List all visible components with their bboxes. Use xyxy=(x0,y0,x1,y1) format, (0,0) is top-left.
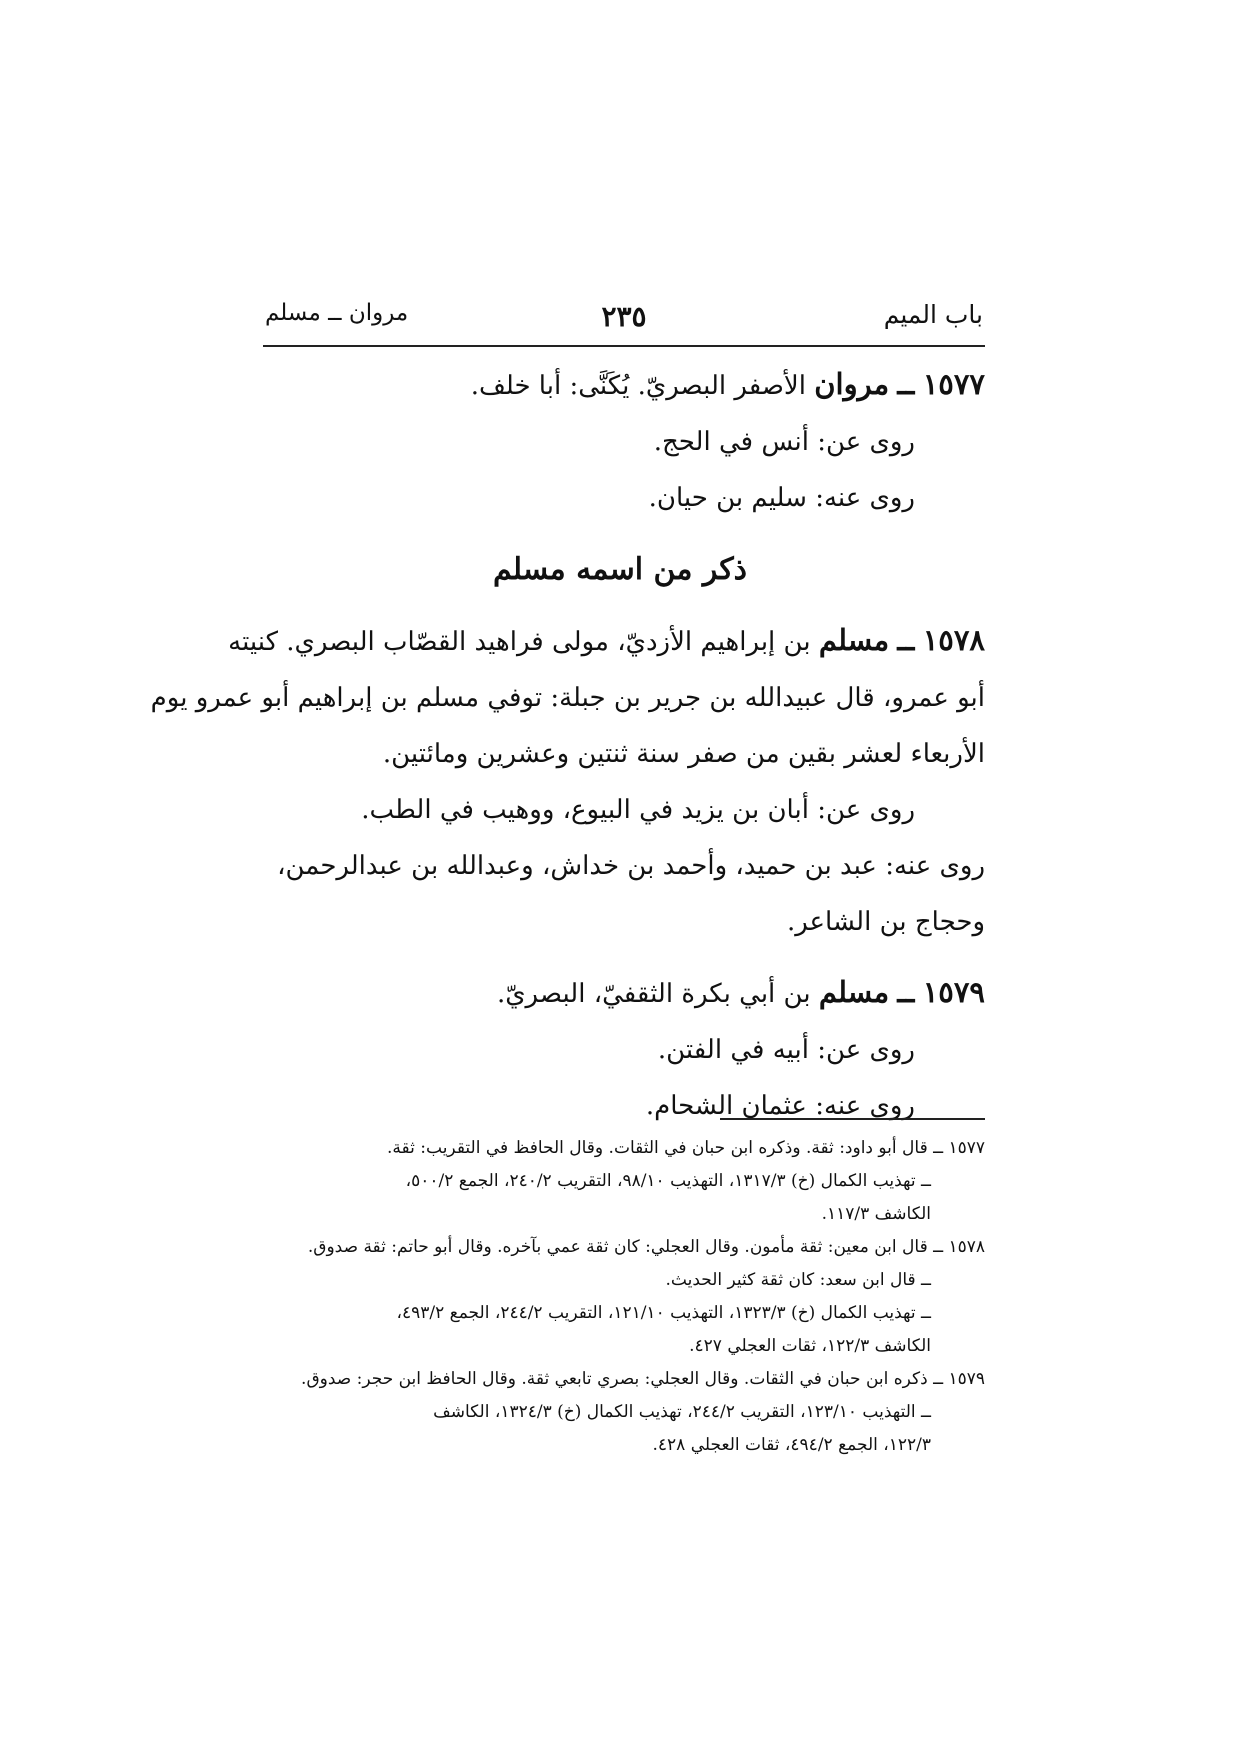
entry-1578-line-2: أبو عمرو، قال عبيدالله بن جرير بن جبلة: توفي مسلم بن إبراهيم أبو عمرو يوم xyxy=(150,683,985,713)
footnote-1579-line-2: ــ التهذيب ١٢٣/١٠، التقريب ٢٤٤/٢، تهذيب الكمال (خ) ١٣٢٤/٣، الكاشف xyxy=(433,1402,931,1422)
entry-number: ١٥٧٩ xyxy=(922,975,985,1009)
footnote-1579-line-1: ١٥٧٩ ــ ذكره ابن حبان في الثقات. وقال العجلي: بصري تابعي ثقة. وقال الحافظ ابن حجر: صدوق. xyxy=(301,1369,985,1389)
entry-name: مسلم xyxy=(818,623,890,657)
entry-1577-narrated-from: روى عن: أنس في الحج. xyxy=(653,427,915,457)
header-rule xyxy=(263,345,985,347)
running-head xyxy=(265,300,983,340)
footnote-rule xyxy=(720,1118,985,1120)
footnote-1577-line-1: ١٥٧٧ ــ قال أبو داود: ثقة. وذكره ابن حبان في الثقات. وقال الحافظ في التقريب: ثقة. xyxy=(387,1138,985,1158)
entry-rest: بن أبي بكرة الثقفيّ، البصريّ. xyxy=(496,979,811,1009)
chapter-title: باب الميم xyxy=(883,300,983,329)
entry-1579-narrated-by: روى عنه: عثمان الشحام. xyxy=(645,1091,915,1121)
entry-1578-narrated-by-1: روى عنه: عبد بن حميد، وأحمد بن خداش، وعبدالله بن عبدالرحمن، xyxy=(277,851,985,881)
entry-name: مسلم xyxy=(818,975,890,1009)
entry-1577-narrated-by: روى عنه: سليم بن حيان. xyxy=(648,483,915,513)
section-title: ذكر من اسمه مسلم xyxy=(492,552,748,587)
footnote-1577-line-3: الكاشف ١١٧/٣. xyxy=(821,1204,931,1224)
entry-name: مروان xyxy=(814,367,890,401)
footnote-1579-line-3: ١٢٢/٣، الجمع ٤٩٤/٢، ثقات العجلي ٤٢٨. xyxy=(652,1435,931,1455)
entry-1579-heading xyxy=(255,968,985,1018)
entry-1578-heading xyxy=(228,616,985,666)
main-text xyxy=(150,360,985,1138)
entry-1578-narrated-from: روى عن: أبان بن يزيد في البيوع، ووهيب في الطب. xyxy=(361,795,915,825)
section-range: مروان ــ مسلم xyxy=(265,300,409,326)
footnote-1578-line-1: ١٥٧٨ ــ قال ابن معين: ثقة مأمون. وقال العجلي: كان ثقة عمي بآخره. وقال أبو حاتم: ثقة صدوق. xyxy=(307,1237,985,1257)
entry-number: ١٥٧٧ xyxy=(922,367,985,401)
footnote-1577-line-2: ــ تهذيب الكمال (خ) ١٣١٧/٣، التهذيب ٩٨/١٠، التقريب ٢٤٠/٢، الجمع ٥٠٠/٢، xyxy=(405,1171,931,1191)
entry-1577-heading xyxy=(255,360,985,410)
footnotes xyxy=(252,1132,985,1462)
entry-dash: ــ xyxy=(897,623,915,657)
entry-line-1: بن إبراهيم الأزديّ، مولى فراهيد القصّاب البصري. كنيته xyxy=(228,627,811,657)
entry-1579-narrated-from: روى عن: أبيه في الفتن. xyxy=(657,1035,915,1065)
entry-dash: ــ xyxy=(897,367,915,401)
footnote-1578-line-3: ــ تهذيب الكمال (خ) ١٣٢٣/٣، التهذيب ١٢١/١٠، التقريب ٢٤٤/٢، الجمع ٤٩٣/٢، xyxy=(396,1303,931,1323)
entry-dash: ــ xyxy=(897,975,915,1009)
entry-1578-narrated-by-2: وحجاج بن الشاعر. xyxy=(786,907,985,937)
entry-number: ١٥٧٨ xyxy=(922,623,985,657)
page-number: ٢٣٥ xyxy=(601,300,647,333)
entry-1578-line-3: الأربعاء لعشر بقين من صفر سنة ثنتين وعشرين ومائتين. xyxy=(382,739,985,769)
footnote-1578-line-4: الكاشف ١٢٢/٣، ثقات العجلي ٤٢٧. xyxy=(689,1336,931,1356)
entry-rest: الأصفر البصريّ. يُكَنَّى: أبا خلف. xyxy=(470,371,806,401)
footnote-1578-line-2: ــ قال ابن سعد: كان ثقة كثير الحديث. xyxy=(665,1270,931,1290)
